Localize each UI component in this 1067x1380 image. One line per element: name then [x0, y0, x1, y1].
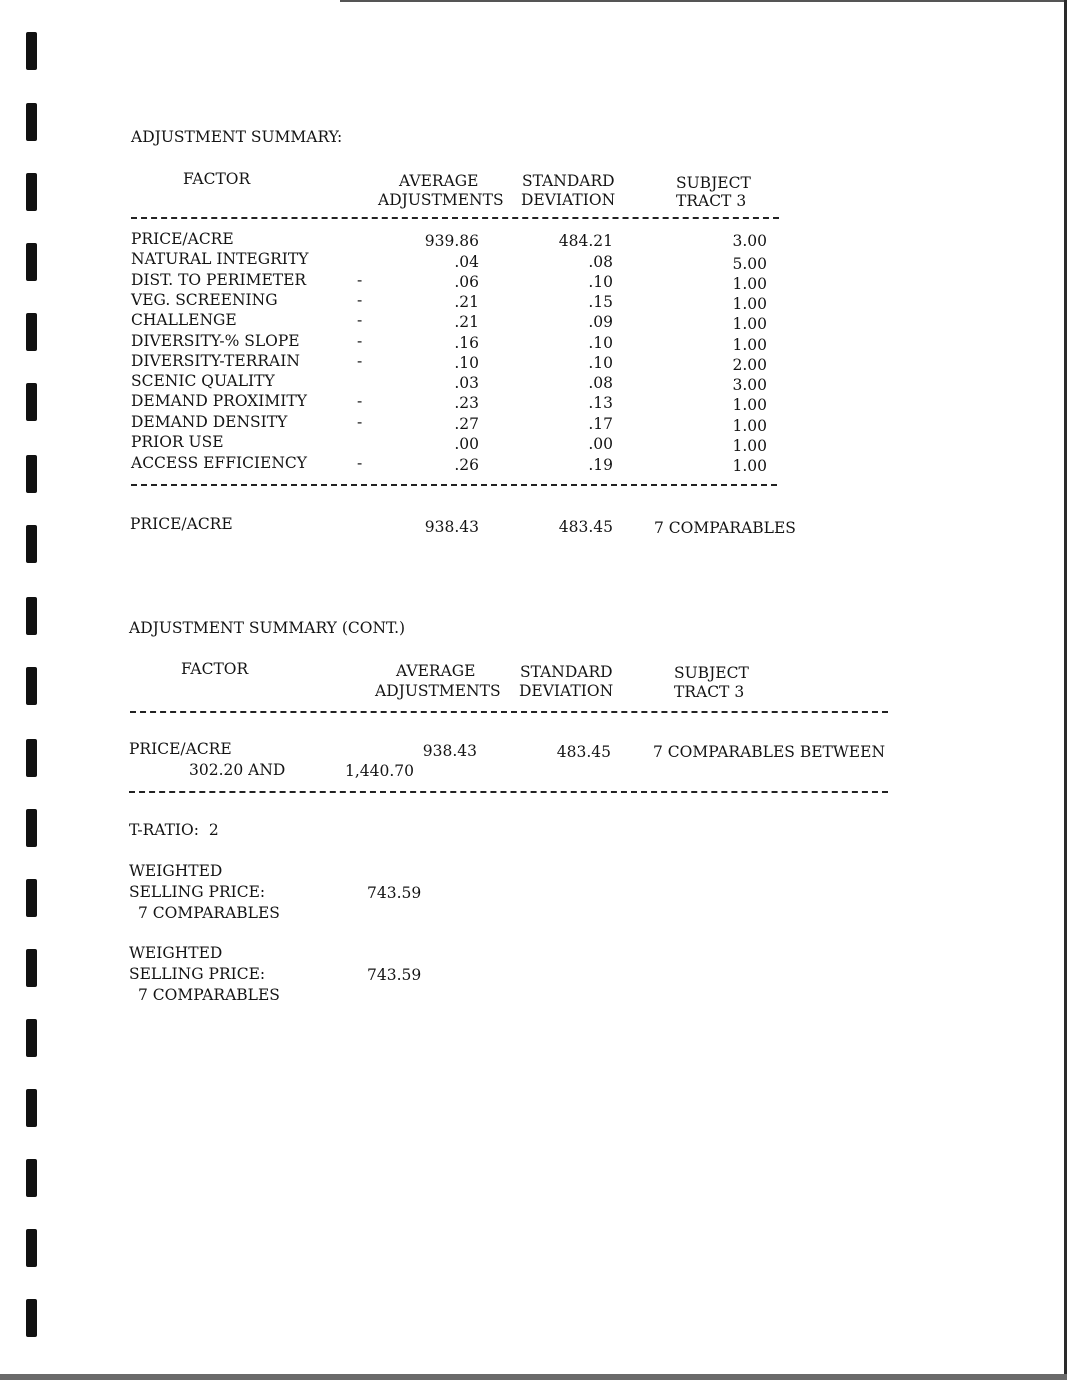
subject-tract-value: 1.00	[732, 275, 767, 293]
average-adjustment: .10	[454, 354, 479, 372]
column-header-subject: SUBJECT	[676, 174, 751, 192]
column-header-tract: TRACT 3	[674, 683, 745, 701]
page-edge-top	[340, 0, 1067, 2]
sign-marker: -	[357, 413, 363, 431]
comparables-count: 7 COMPARABLES	[138, 986, 280, 1004]
binder-hole	[26, 32, 37, 70]
sign-marker: -	[357, 311, 363, 329]
standard-deviation: .09	[588, 313, 613, 331]
binder-hole	[26, 103, 37, 141]
total-label: PRICE/ACRE	[130, 515, 233, 533]
subject-tract-value: 1.00	[732, 315, 767, 333]
subject-tract-value: 1.00	[732, 336, 767, 354]
factor-name: PRIOR USE	[131, 433, 224, 451]
comparables-note: 7 COMPARABLES	[654, 519, 796, 537]
binder-hole	[26, 525, 37, 563]
binder-hole	[26, 739, 37, 777]
binder-hole	[26, 879, 37, 917]
section-heading: ADJUSTMENT SUMMARY:	[131, 128, 343, 146]
binder-hole	[26, 1089, 37, 1127]
standard-deviation: .10	[588, 354, 613, 372]
binder-hole	[26, 1229, 37, 1267]
standard-deviation: .10	[588, 273, 613, 291]
sign-marker: -	[357, 454, 363, 472]
divider-rule	[131, 217, 779, 219]
subject-tract-value: 1.00	[732, 417, 767, 435]
selling-price-value: 743.59	[367, 884, 422, 902]
t-ratio: T-RATIO: 2	[129, 821, 219, 839]
subject-tract-value: 1.00	[732, 295, 767, 313]
factor-name: NATURAL INTEGRITY	[131, 250, 309, 268]
binder-hole	[26, 949, 37, 987]
column-header-average: AVERAGE	[396, 662, 476, 680]
sign-marker: -	[357, 332, 363, 350]
standard-deviation: .08	[588, 374, 613, 392]
binder-hole	[26, 667, 37, 705]
factor-name: PRICE/ACRE	[131, 230, 234, 248]
binder-hole	[26, 455, 37, 493]
factor-name: ACCESS EFFICIENCY	[131, 454, 308, 472]
column-header-factor: FACTOR	[181, 660, 249, 678]
subject-tract-value: 1.00	[732, 457, 767, 475]
weighted-label: WEIGHTED	[129, 944, 223, 962]
average-adjustment: .21	[454, 313, 479, 331]
column-header-standard: STANDARD	[520, 663, 613, 681]
average-adjustment: .26	[454, 456, 479, 474]
column-header-deviation: DEVIATION	[521, 191, 616, 209]
factor-name: SCENIC QUALITY	[131, 372, 275, 390]
standard-deviation: 484.21	[558, 232, 613, 250]
standard-deviation: .15	[588, 293, 613, 311]
selling-price-label: SELLING PRICE:	[129, 883, 266, 901]
binder-hole	[26, 809, 37, 847]
average-adjustment: 938.43	[422, 742, 477, 760]
total-average: 938.43	[424, 518, 479, 536]
average-adjustment: .23	[454, 394, 479, 412]
standard-deviation: .00	[588, 435, 613, 453]
divider-rule	[131, 484, 777, 486]
sign-marker: -	[357, 291, 363, 309]
binder-hole	[26, 1159, 37, 1197]
column-header-deviation: DEVIATION	[519, 682, 614, 700]
subject-tract-value: 5.00	[732, 255, 767, 273]
standard-deviation: 483.45	[556, 743, 611, 761]
subject-tract-value: 1.00	[732, 437, 767, 455]
average-adjustment: .16	[454, 334, 479, 352]
average-adjustment: .00	[454, 435, 479, 453]
standard-deviation: .19	[588, 456, 613, 474]
standard-deviation: .10	[588, 334, 613, 352]
sign-marker: -	[357, 352, 363, 370]
standard-deviation: .17	[588, 415, 613, 433]
comparables-note: 7 COMPARABLES BETWEEN	[653, 743, 886, 761]
sign-marker: -	[357, 392, 363, 410]
page-edge-bottom	[0, 1374, 1067, 1380]
column-header-factor: FACTOR	[183, 170, 251, 188]
comparables-count: 7 COMPARABLES	[138, 904, 280, 922]
selling-price-value: 743.59	[367, 966, 422, 984]
range-low: 302.20 AND	[189, 761, 286, 779]
subject-tract-value: 3.00	[732, 232, 767, 250]
divider-rule	[129, 791, 888, 793]
column-header-adjustments: ADJUSTMENTS	[378, 191, 504, 209]
factor-name: DIVERSITY-TERRAIN	[131, 352, 300, 370]
row-label: PRICE/ACRE	[129, 740, 232, 758]
average-adjustment: .06	[454, 273, 479, 291]
binder-hole	[26, 173, 37, 211]
average-adjustment: .03	[454, 374, 479, 392]
factor-name: VEG. SCREENING	[131, 291, 278, 309]
average-adjustment: 939.86	[424, 232, 479, 250]
sign-marker: -	[357, 271, 363, 289]
average-adjustment: .21	[454, 293, 479, 311]
binder-hole	[26, 1019, 37, 1057]
factor-name: DEMAND DENSITY	[131, 413, 288, 431]
subject-tract-value: 3.00	[732, 376, 767, 394]
binder-hole	[26, 1299, 37, 1337]
column-header-tract: TRACT 3	[676, 192, 747, 210]
selling-price-label: SELLING PRICE:	[129, 965, 266, 983]
average-adjustment: .04	[454, 253, 479, 271]
factor-name: DIVERSITY-% SLOPE	[131, 332, 300, 350]
total-deviation: 483.45	[558, 518, 613, 536]
column-header-average: AVERAGE	[399, 172, 479, 190]
factor-name: DEMAND PROXIMITY	[131, 392, 307, 410]
binder-hole	[26, 313, 37, 351]
factor-name: DIST. TO PERIMETER	[131, 271, 307, 289]
section-heading: ADJUSTMENT SUMMARY (CONT.)	[129, 619, 406, 637]
weighted-label: WEIGHTED	[129, 862, 223, 880]
column-header-standard: STANDARD	[522, 172, 615, 190]
range-high: 1,440.70	[345, 762, 415, 780]
factor-name: CHALLENGE	[131, 311, 237, 329]
subject-tract-value: 1.00	[732, 396, 767, 414]
binder-hole	[26, 243, 37, 281]
average-adjustment: .27	[454, 415, 479, 433]
divider-rule	[130, 711, 888, 713]
column-header-adjustments: ADJUSTMENTS	[375, 682, 501, 700]
standard-deviation: .13	[588, 394, 613, 412]
binder-hole	[26, 597, 37, 635]
column-header-subject: SUBJECT	[674, 664, 749, 682]
binder-hole	[26, 383, 37, 421]
standard-deviation: .08	[588, 253, 613, 271]
subject-tract-value: 2.00	[732, 356, 767, 374]
